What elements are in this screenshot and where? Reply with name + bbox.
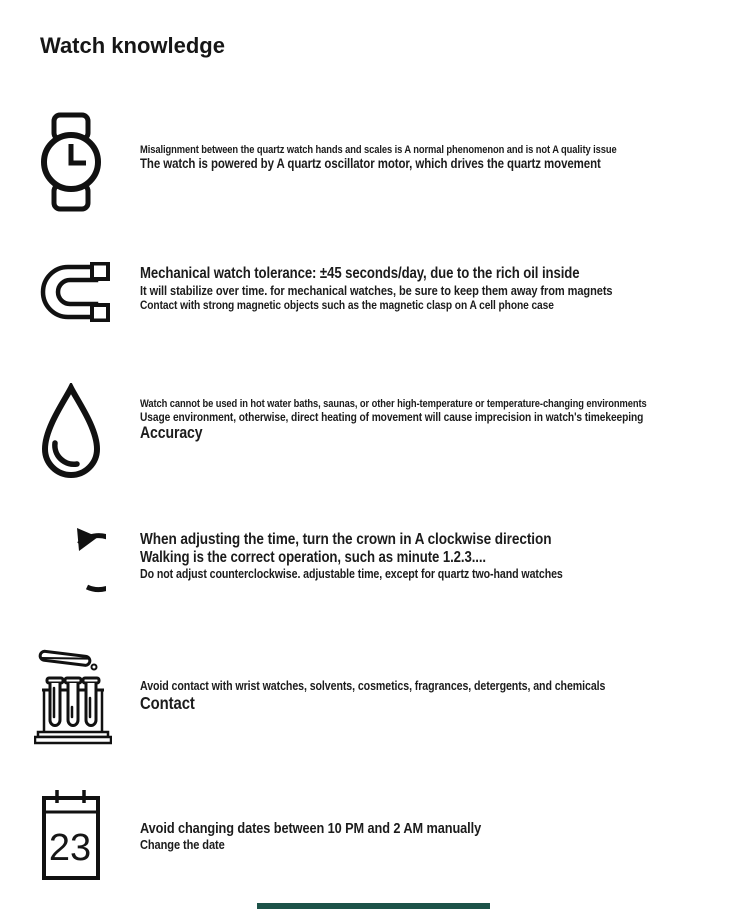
counterclockwise-warning-line: Do not adjust counterclockwise. adjustable time, except for quartz two-hand watches bbox=[140, 567, 563, 581]
section-accuracy-text bbox=[140, 398, 750, 443]
calendar-date-text: 23 bbox=[48, 827, 92, 869]
usage-environment-line: Usage environment, otherwise, direct heating of movement will cause imprecision in watch's timekeeping bbox=[140, 410, 644, 424]
avoid-date-change-line: Avoid changing dates between 10 PM and 2 AM manually bbox=[140, 820, 482, 837]
change-date-line: Change the date bbox=[140, 837, 225, 852]
page-title: Watch knowledge bbox=[40, 33, 225, 58]
tolerance-main-line: Mechanical watch tolerance: ±45 seconds/day, due to the rich oil inside bbox=[140, 265, 580, 282]
section-time-adjustment-text bbox=[140, 531, 750, 581]
calendar-icon bbox=[40, 789, 102, 881]
watch-icon bbox=[40, 112, 102, 212]
magnet-contact-line: Contact with strong magnetic objects such as the magnetic clasp on A cell phone case bbox=[140, 298, 554, 312]
accuracy-heading: Accuracy bbox=[140, 424, 203, 442]
hot-water-line: Watch cannot be used in hot water baths, saunas, or other high-temperature or temperature-changing environments bbox=[140, 398, 647, 410]
crown-clockwise-line: When adjusting the time, turn the crown in A clockwise direction bbox=[140, 531, 552, 548]
water-drop-icon bbox=[38, 383, 104, 481]
walking-operation-line: Walking is the correct operation, such as minute 1.2.3.... bbox=[140, 549, 487, 566]
section-date-change-text bbox=[140, 820, 750, 852]
test-tubes-icon bbox=[34, 643, 112, 745]
section-chemical-contact-text bbox=[140, 679, 750, 714]
magnet-warning-line: It will stabilize over time. for mechanical watches, be sure to keep them away from magnets bbox=[140, 283, 613, 298]
bottom-accent-bar bbox=[257, 903, 490, 909]
quartz-note-line: Misalignment between the quartz watch hands and scales is A normal phenomenon and is not A quality issue bbox=[140, 144, 617, 156]
quartz-main-line: The watch is powered by A quartz oscillator motor, which drives the quartz movement bbox=[140, 156, 601, 171]
contact-heading: Contact bbox=[140, 693, 195, 713]
section-quartz-movement-text bbox=[140, 144, 750, 171]
section-magnetism-text bbox=[140, 265, 750, 312]
avoid-chemicals-line: Avoid contact with wrist watches, solvents, cosmetics, fragrances, detergents, and chemicals bbox=[140, 679, 606, 693]
clockwise-arrow-icon bbox=[36, 520, 106, 615]
magnet-icon bbox=[36, 262, 114, 322]
